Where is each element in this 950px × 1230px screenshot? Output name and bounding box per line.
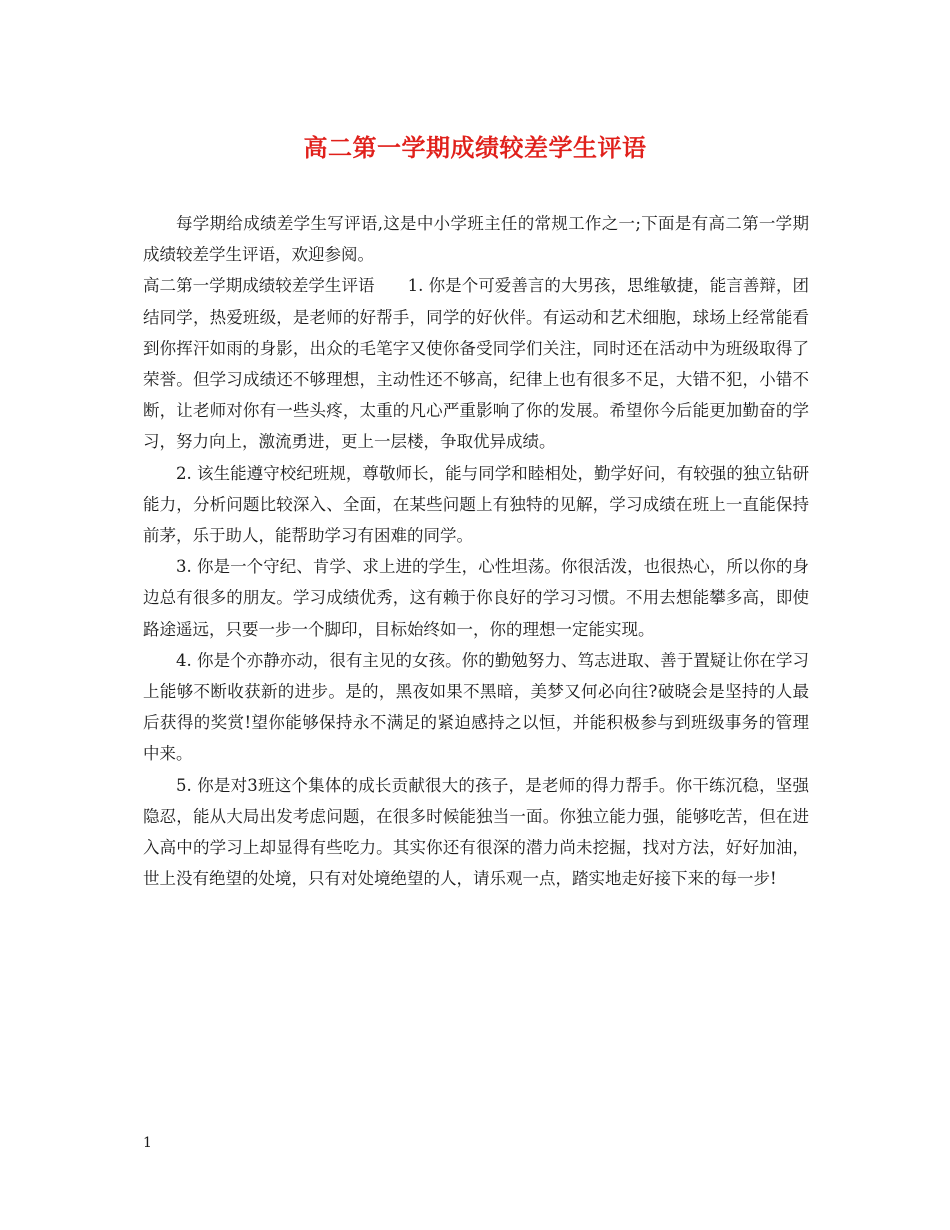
document-body <box>143 208 809 894</box>
page-number: 1 <box>143 1135 152 1151</box>
intro-paragraph: 每学期给成绩差学生写评语,这是中小学班主任的常规工作之一;下面是有高二第一学期成绩较差学生评语，欢迎参阅。 <box>143 214 809 265</box>
comment-paragraph-5: 5. 你是对3班这个集体的成长贡献很大的孩子，是老师的得力帮手。你干练沉稳，坚强隐忍，能从大局出发考虑问题，在很多时候能独当一面。你独立能力强，能够吃苦，但在进入高中的学习上却显得有些吃力。其实你还有很深的潜力尚未挖掘，找对方法，好好加油，世上没有绝望的处境，只有对处境绝望的人，请乐观一点，踏实地走好接下来的每一步! <box>143 775 809 889</box>
comment-paragraph-2: 2. 该生能遵守校纪班规，尊敬师长，能与同学和睦相处，勤学好问，有较强的独立钻研能力，分析问题比较深入、全面，在某些问题上有独特的见解，学习成绩在班上一直能保持前茅，乐于助人，能帮助学习有困难的同学。 <box>143 463 809 546</box>
comment-paragraph-1: 高二第一学期成绩较差学生评语 1. 你是个可爱善言的大男孩，思维敏捷，能言善辩，团结同学，热爱班级，是老师的好帮手，同学的好伙伴。有运动和艺术细胞，球场上经常能看到你挥汗如雨的身影，出众的毛笔字又使你备受同学们关注，同时还在活动中为班级取得了荣誉。但学习成绩还不够理想，主动性还不够高，纪律上也有很多不足，大错不犯，小错不断，让老师对你有一些头疼，太重的凡心严重影响了你的发展。希望你今后能更加勤奋的学习，努力向上，激流勇进，更上一层楼，争取优异成绩。 <box>143 276 809 452</box>
document-title: 高二第一学期成绩较差学生评语 <box>303 133 647 162</box>
comment-paragraph-4: 4. 你是个亦静亦动，很有主见的女孩。你的勤勉努力、笃志进取、善于置疑让你在学习上能够不断收获新的进步。是的，黑夜如果不黑暗，美梦又何必向往?破晓会是坚持的人最后获得的奖赏!望你能够保持永不满足的紧迫感持之以恒，并能积极参与到班级事务的管理中来。 <box>143 650 809 764</box>
comment-paragraph-3: 3. 你是一个守纪、肯学、求上进的学生，心性坦荡。你很活泼，也很热心，所以你的身边总有很多的朋友。学习成绩优秀，这有赖于你良好的学习习惯。不用去想能攀多高，即使路途遥远，只要一步一个脚印，目标始终如一，你的理想一定能实现。 <box>143 557 809 639</box>
